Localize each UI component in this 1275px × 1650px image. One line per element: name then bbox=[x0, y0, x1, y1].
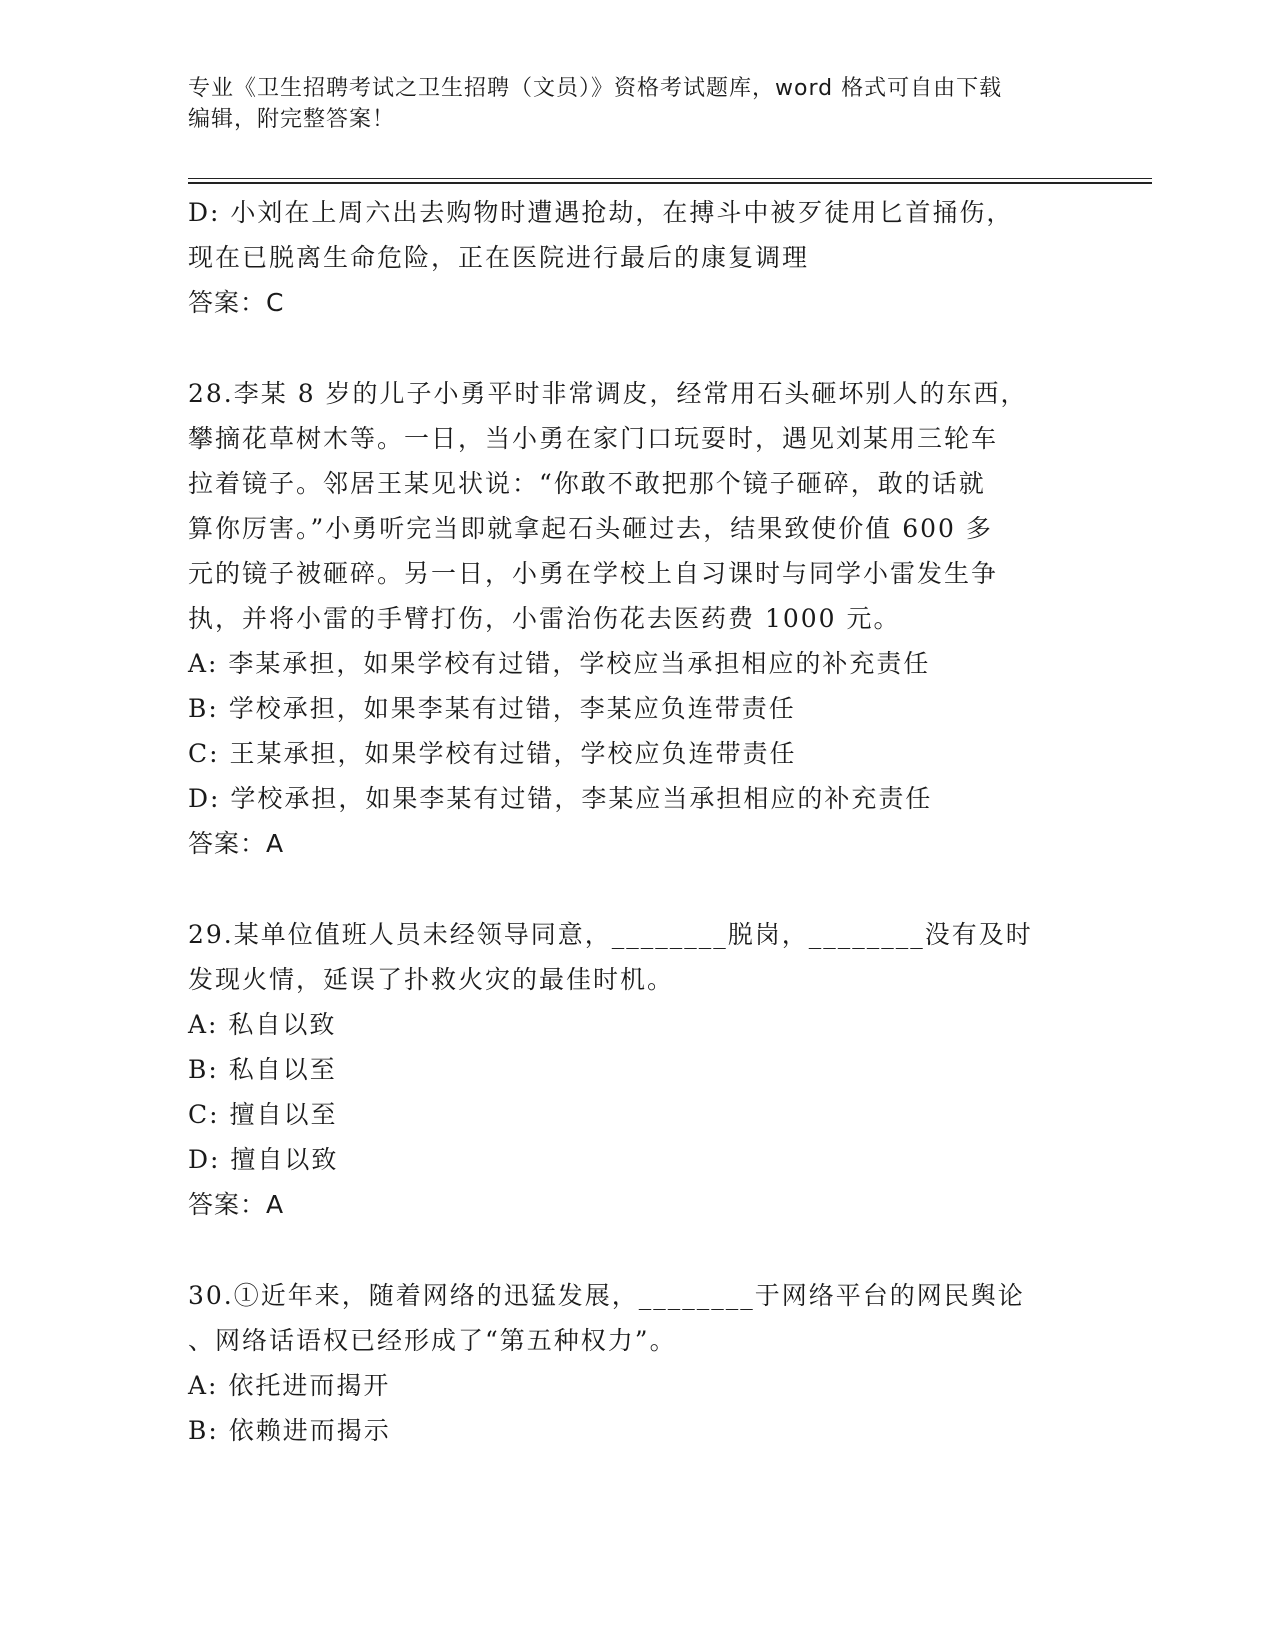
question-stem-line: 算你厉害。”小勇听完当即就拿起石头砸过去，结果致使价值 600 多 bbox=[188, 514, 993, 543]
header-divider-thick bbox=[188, 182, 1152, 184]
option-a: A: 李某承担，如果学校有过错，学校应当承担相应的补充责任 bbox=[188, 649, 931, 678]
spacer bbox=[188, 866, 1078, 912]
question-stem-line: 28.李某 8 岁的儿子小勇平时非常调皮，经常用石头砸坏别人的东西， bbox=[188, 379, 1028, 408]
question-stem-line: 30.①近年来，随着网络的迅猛发展，________于网络平台的网民舆论 bbox=[188, 1281, 1025, 1310]
question-stem-line: 拉着镜子。邻居王某见状说：“你敢不敢把那个镜子砸碎，敢的话就 bbox=[188, 469, 986, 498]
question-stem-line: 发现火情，延误了扑救火灾的最佳时机。 bbox=[188, 965, 675, 994]
question-28 bbox=[188, 371, 1078, 866]
option-c: C: 擅自以至 bbox=[188, 1100, 338, 1129]
option-d: D: 学校承担，如果李某有过错，李某应当承担相应的补充责任 bbox=[188, 784, 933, 813]
question-27-tail bbox=[188, 190, 1078, 325]
spacer bbox=[188, 1227, 1078, 1273]
header-line-1: 专业《卫生招聘考试之卫生招聘（文员）》资格考试题库，word 格式可自由下载 bbox=[188, 76, 1003, 101]
option-d: D: 擅自以致 bbox=[188, 1145, 339, 1174]
option-d: D: 小刘在上周六出去购物时遭遇抢劫，在搏斗中被歹徒用匕首捅伤， bbox=[188, 198, 1014, 227]
header-line-2: 编辑，附完整答案！ bbox=[188, 107, 396, 132]
option-b: B: 依赖进而揭示 bbox=[188, 1416, 391, 1445]
answer: 答案：C bbox=[188, 288, 285, 317]
question-stem-line: 攀摘花草树木等。一日，当小勇在家门口玩耍时，遇见刘某用三轮车 bbox=[188, 424, 999, 453]
option-c: C: 王某承担，如果学校有过错，学校应负连带责任 bbox=[188, 739, 797, 768]
header-divider bbox=[188, 178, 1152, 184]
question-29 bbox=[188, 912, 1078, 1227]
option-b: B: 学校承担，如果李某有过错，李某应负连带责任 bbox=[188, 694, 796, 723]
document-body bbox=[188, 190, 1078, 1453]
option-a: A: 依托进而揭开 bbox=[188, 1371, 391, 1400]
answer: 答案：A bbox=[188, 1190, 285, 1219]
question-stem-line: 执，并将小雷的手臂打伤，小雷治伤花去医药费 1000 元。 bbox=[188, 604, 901, 633]
question-stem-line: 29.某单位值班人员未经领导同意，________脱岗，________没有及时 bbox=[188, 920, 1033, 949]
option-a: A: 私自以致 bbox=[188, 1010, 337, 1039]
answer: 答案：A bbox=[188, 829, 285, 858]
option-b: B: 私自以至 bbox=[188, 1055, 337, 1084]
question-stem-line: 元的镜子被砸碎。另一日，小勇在学校上自习课时与同学小雷发生争 bbox=[188, 559, 999, 588]
spacer bbox=[188, 325, 1078, 371]
header-divider-thin bbox=[188, 178, 1152, 179]
question-30 bbox=[188, 1273, 1078, 1453]
option-d-continued: 现在已脱离生命危险，正在医院进行最后的康复调理 bbox=[188, 243, 810, 272]
page-header bbox=[188, 73, 1068, 135]
question-stem-line: 、网络话语权已经形成了“第五种权力”。 bbox=[188, 1326, 677, 1355]
